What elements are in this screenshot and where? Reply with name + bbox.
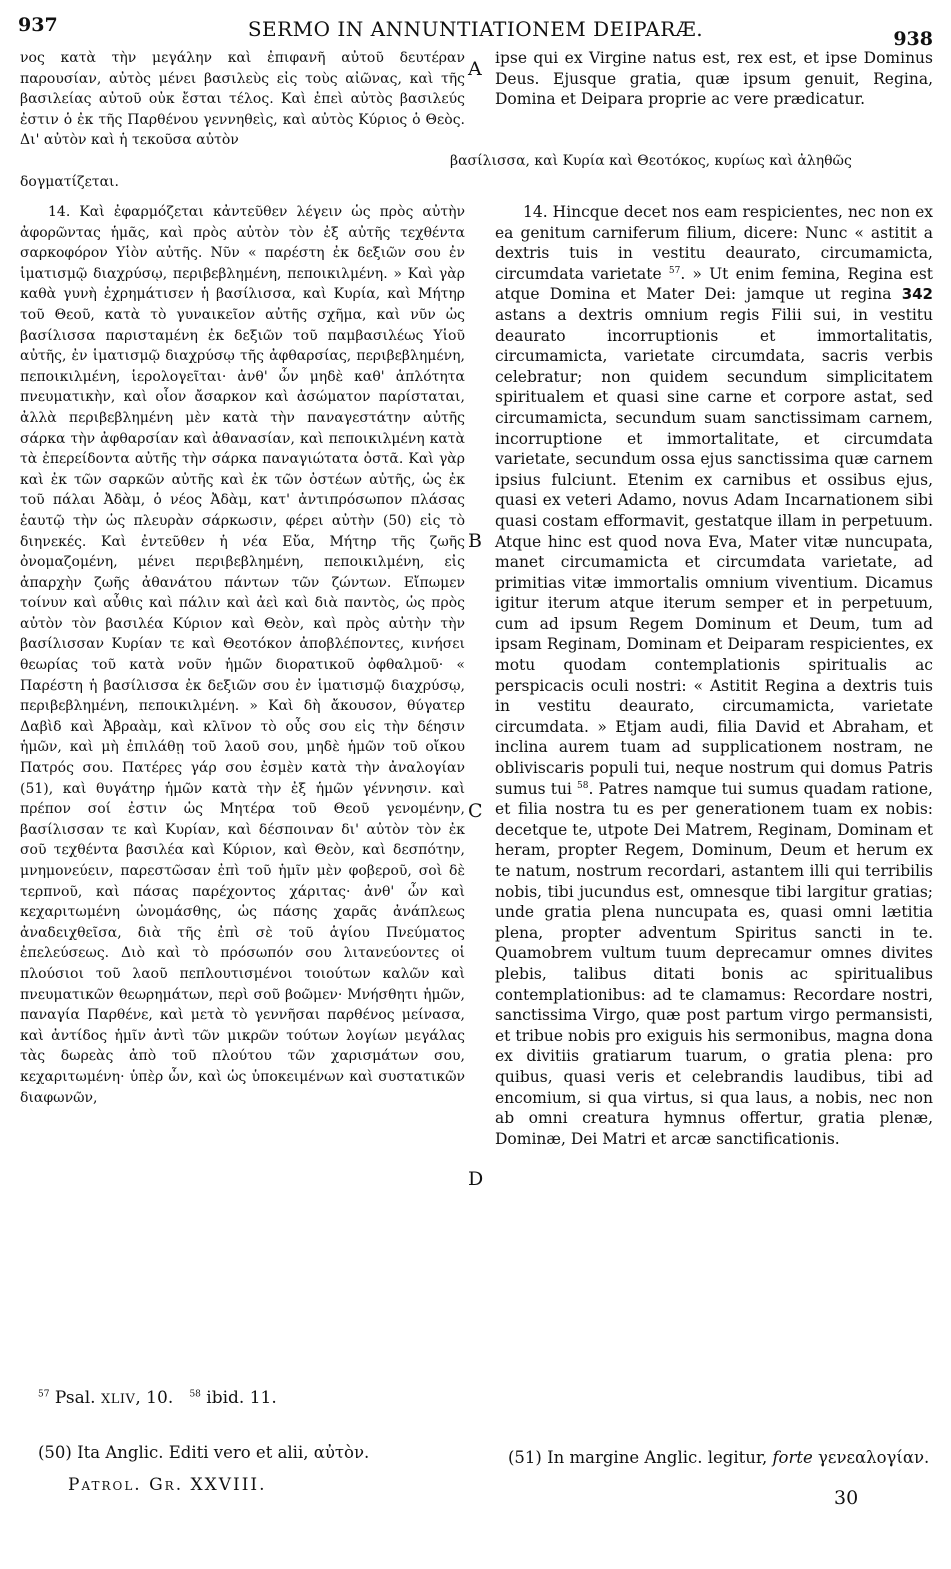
footnote-51 — [508, 1448, 929, 1467]
footnote-58-text: ibid. 11. — [206, 1388, 277, 1408]
greek-section-number: 14. — [48, 204, 71, 220]
margin-marker-b: B — [468, 530, 482, 552]
footnote-57-rest: , 10. — [135, 1388, 174, 1408]
footnote-57-marker: 57 — [38, 1389, 50, 1400]
footnote-50: (50) Ita Anglic. Editi vero et alii, αὐτὸν. — [38, 1443, 370, 1462]
latin-paragraph-14 — [495, 202, 933, 1149]
footnote-57-ref: XLIV — [100, 1392, 136, 1407]
latin-text-part-2: . » Ut enim femina, Regina est atque Domina et Mater Dei: jamque ut regina — [495, 264, 933, 304]
margin-marker-a: A — [468, 58, 482, 80]
footnote-ref-58: 58 — [577, 780, 589, 791]
margin-marker-d: D — [468, 1168, 484, 1190]
page-number-left: 937 — [18, 14, 58, 36]
margin-marker-c: C — [468, 800, 483, 822]
greek-column — [20, 202, 465, 1108]
greek-paragraph-14 — [20, 202, 465, 1108]
footnote-51-post: γενεαλογίαν. — [818, 1448, 930, 1467]
greek-paragraph-top: νος κατὰ τὴν μεγάλην καὶ ἐπιφανῆ αὐτοῦ δευτέραν παρουσίαν, αὐτὸς μένει βασιλεὺς εἰς τοὺς αἰῶνας, καὶ τῆς βασιλείας αὐτοῦ οὐκ ἔσται τέλος. Καὶ ἐπεὶ αὐτὸς βασιλεύς ἐστιν ὁ ἐκ τῆς Παρθένου γεννηθεὶς, καὶ αὐτὸς Κύριος ὁ Θεὸς. Δι' αὐτὸν καὶ ἡ τεκοῦσα αὐτὸν — [20, 50, 465, 149]
latin-text-part-1: Hincque decet nos eam respicientes, nec non ex ea genitum carniferum filium, dicere: Nunc « astitit a dextris tuis in vestitu deaurato, circumamicta, circumdata varietate — [495, 203, 933, 283]
latin-column — [495, 202, 933, 1149]
footnote-58-marker: 58 — [189, 1389, 201, 1400]
latin-paragraph-top: ipse qui ex Virgine natus est, rex est, et ipse Dominus Deus. Ejusque gratia, quæ ipsum genuit, Regina, Domina et Deipara proprie ac vere prædicatur. — [495, 49, 933, 109]
latin-column-top — [495, 48, 933, 110]
footnote-51-pre: (51) In margine Anglic. legitur, — [508, 1448, 768, 1467]
footnote-51-forte: forte — [772, 1448, 813, 1467]
greek-section-text: Καὶ ἐφαρμόζεται κἀντεῦθεν λέγειν ὡς πρὸς αὐτὴν ἀφορῶντας ἡμᾶς, καὶ πρὸς αὐτὸν τὸν ἐξ αὐτῆς τεχθέντα σαρκοφόρον Υἱὸν αὐτῆς. Νῦν « παρέστη ἐκ δεξιῶν σου ἐν ἱματισμῷ διαχρύσῳ, περιβεβλημένη, πεποικιλμένη. » Καὶ γὰρ καθὰ γυνὴ ἐχρημάτισεν ἡ βασίλισσα, καὶ Κυρία, καὶ Μήτηρ τοῦ Θεοῦ, κατὰ τὸ γυναικεῖον αὐτῆς σχῆμα, καὶ νῦν ὡς βασίλισσα παρισταμένη ἐκ δεξιῶν τοῦ παμβασιλέως Υἱοῦ αὐτῆς, ἐν ἱματισμῷ διαχρύσῳ τῆς ἀφθαρσίας, περιβεβλημένη, πεποικιλμένη, ἱερολογεῖται· ἀνθ' ὧν μηδὲ καθ' ἁπλότητα πνευματικὴν, καὶ οἷον ἄσαρκον καὶ ἀσώματον παρίσταται, ἀλλὰ περιβεβλημένη μὲν κατὰ τὴν παναγεστάτην αὐτῆς σάρκα τὴν ἀφθαρσίαν καὶ ἀθανασίαν, καὶ πεποικιλμένη κατὰ τὰ ἐπερείδοντα αὐτῆς τὴν σάρκα παναγιώτατα ὀστᾶ. Καὶ γὰρ καὶ ἐκ τῶν σαρκῶν αὐτῆς καὶ ἐκ τῶν ὀστέων αὐτῆς, ὡς ἐκ τοῦ πάλαι Ἀδὰμ, ὁ νέος Ἀδὰμ, κατ' ἀντιπρόσωπον πλάσας ἑαυτῷ τὴν ὡς πλευρὰν σάρκωσιν, φέρει αὐτὴν (50) εἰς τὸ διηνεκές. Καὶ ἐντεῦθεν ἡ νέα Εὔα, Μήτηρ τῆς ζωῆς ὀνομαζομένη, μένει περιβεβλημένη, πεποικιλμένη, εἰς ἀπαρχὴν ζωῆς ἀθανάτου πάντων τῶν ζώντων. Εἴπωμεν τοίνυν καὶ αὖθις καὶ πάλιν καὶ ἀεὶ καὶ διὰ παντὸς, ὡς πρὸς αὐτὸν τὸν βασιλέα Κύριον καὶ Θεὸν, καὶ πρὸς αὐτὴν τὴν βασίλισσαν Κυρίαν τε καὶ Θεοτόκον ἀποβλέποντες, κινήσει θεωρίας τοῦ κατὰ νοῦν ἡμῶν διορατικοῦ ὀφθαλμοῦ· « Παρέστη ἡ βασίλισσα ἐκ δεξιῶν σου ἐν ἱματισμῷ διαχρύσῳ, περιβεβλημένη, πεποικιλμένη. » Καὶ δὴ ἄκουσον, θύγατερ Δαβὶδ καὶ Ἀβραὰμ, καὶ κλῖνον τὸ οὖς σου εἰς τὴν δέησιν ἡμῶν, καὶ μὴ ἐπιλάθῃ τοῦ λαοῦ σου, μηδὲ ἡμῶν τοῦ οἴκου Πατρός σου. Πατέρες γάρ σου ἐσμὲν κατὰ τὴν ἀναλογίαν (51), καὶ θυγάτηρ ἡμῶν κατὰ τὴν ἐξ ἡμῶν γέννησιν. καὶ πρέπον σοί ἐστιν ὡς Μητέρα τοῦ Θεοῦ γενομένην, βασίλισσαν τε καὶ Κυρίαν, καὶ δέσποιναν δι' αὐτὸν τὸν ἐκ σοῦ τεχθέντα βασιλέα καὶ Κύριον, καὶ Θεὸν, καὶ δεσπότην, μνημονεύειν, παρεστῶσαν ἐπὶ τοῦ ἡμῖν μὲν φοβεροῦ, σοὶ δὲ τερπνοῦ, καὶ πάσας παρέχοντος χάριτας· ἀνθ' ὧν καὶ κεχαριτωμένη ὠνομάσθης, ὡς πάσης χαρᾶς ἀνάπλεως ἀναδειχθεῖσα, διὰ τῆς ἐπὶ σὲ τοῦ ἁγίου Πνεύματος ἐπελεύσεως. Διὸ καὶ τὸ πρόσωπόν σου λιτανεύοντες οἱ πλούσιοι τοῦ λαοῦ πεπλουτισμένοι τοιούτων καλῶν καὶ πνευματικῶν θεωρημάτων, περὶ σοῦ βοῶμεν· Μνήσθητι ἡμῶν, παναγία Παρθένε, καὶ μετὰ τὸ γεννῆσαι παρθένος μείνασα, καὶ ἀντίδος ἡμῖν ἀντὶ τῶν μικρῶν τούτων λογίων μεγάλας τὰς δωρεὰς ἀπὸ τοῦ πλούτου τῶν χαρισμάτων σου, κεχαριτωμένη· ὑπὲρ ὧν, καὶ ὡς ὑποκειμένων καὶ συστατικῶν διαφωνῶν, — [20, 204, 465, 1106]
page-number-right: 938 — [893, 28, 933, 50]
scripture-footnotes — [38, 1388, 277, 1408]
running-title: SERMO IN ANNUNTIATIONEM DEIPARÆ. — [247, 17, 704, 41]
sheet-number: 30 — [834, 1487, 859, 1509]
greek-wide-line — [20, 151, 935, 192]
latin-text-part-4: . Patres namque tui sumus quadam ratione, et filia nostra tu es per generationem tuam ex nobis: decetque te, utpote Dei Matrem, Reginam, Dominam et heram, propter Regem, Dominum, Deum et herum ex te natum, nostrum recordari, astantem illi qui terribilis nobis, tibi jucundus est, omnesque tibi largitur gratias; unde gratia plena nuncupata es, quasi omni lætitia plena, propter adventum Spiritus sancti in te. Quamobrem vultum tuum deprecamur omnes divites plebis, talibus ditati bonis ac spiritualibus contemplationibus: ad te clamamus: Recordare nostri, sanctissima Virgo, quæ post partum virgo permansisti, et tribue nobis pro exiguis his sermonibus, magna dona ex divitiis gratiarum tuarum, o gratia plena: pro quibus, quasi veris et celebrandis laudibus, tibi ad encomium, si qua virtus, si qua laus, a nobis, nec non ab omni creatura hymnus offertur, gratia plenæ, Dominæ, Dei Matri et arcæ sanctificationis. — [495, 779, 933, 1148]
greek-column-top — [20, 48, 465, 151]
greek-wide-text: βασίλισσα, καὶ Κυρία καὶ Θεοτόκος, κυρίως καὶ ἀληθῶς δογματίζεται. — [20, 153, 852, 190]
latin-text-part-3: astans a dextris omnium regis Filii sui, in vestitu deaurato incorruptionis et immortalitatis, circumamicta, varietate circumdata, sacris verbis celebratur; non quidem secundum simplicitatem spiritualem et quasi sine carne et corpore astat, sed circumamicta, secundum suam sanctissimam carnem, incorruptione et immortalitate, et circumdata varietate, secundum ossa ejus sanctissima quæ carnem ipsius fulciunt. Etenim ex carnibus et ossibus ejus, quasi ex veteri Adamo, novus Adam Incarnationem sibi quasi costam efformavit, gestatque illam in perpetuum. Atque hinc est quod nova Eva, Mater vitæ nuncupata, manet circumamicta et circumdata varietate, ad primitias vitæ immortalis omnium viventium. Dicamus igitur iterum atque iterum semper et in perpetuum, cum ad ipsum Regem Dominum et Deum, tum ad ipsam Reginam, Dominam et Deiparam respicientes, ex motu quodam contemplationis spiritualis ac perspicacis oculi nostri: « Astitit Regina a dextris tuis in vestitu deaurato, circumamicta, varietate circumdata. » Etjam audi, filia David et Abraham, et inclina aurem tuam ad supplicationem nostram, ne obliviscaris populi tui, neque nostrum qui domus Patris sumus tui — [495, 305, 933, 798]
column-number: 342 — [901, 285, 933, 304]
footnote-ref-57: 57 — [668, 265, 681, 276]
latin-section-number: 14. — [523, 203, 548, 221]
patrologia-signature: Patrol. Gr. XXVIII. — [68, 1475, 267, 1495]
page-header — [18, 8, 933, 48]
footnote-57-text: Psal. — [54, 1388, 96, 1408]
